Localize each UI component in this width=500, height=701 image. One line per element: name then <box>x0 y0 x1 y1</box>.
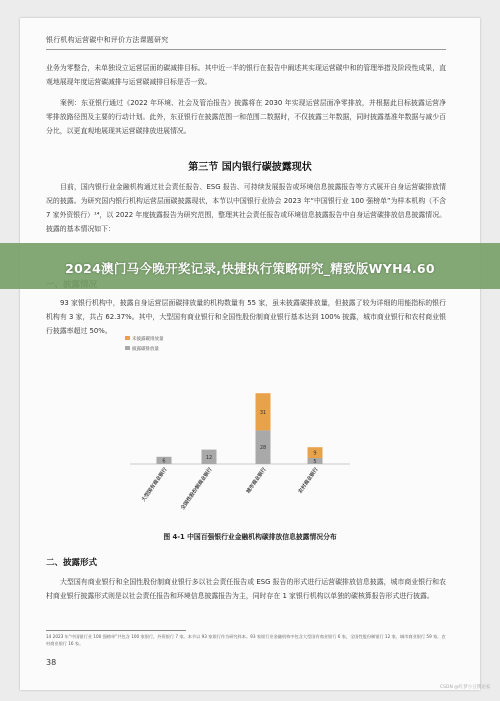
page-number: 38 <box>46 658 57 667</box>
category-label-3: 农村商业银行 <box>297 466 320 495</box>
footnote-rule <box>46 630 186 631</box>
heading-disclosure-form: 二、披露形式 <box>46 558 98 568</box>
legend-swatch-disclosed <box>125 346 130 350</box>
running-header: 银行机构运营碳中和评价方法课题研究 <box>46 36 169 44</box>
chart-bars <box>157 393 323 465</box>
paragraph-3: 目前，国内银行业金融机构通过社会责任报告、ESG 报告、可持续发展报告或环境信息披露报告等方式展开自身运营碳排放情况的披露。为研究国内银行机构运营层面碳披露现状，本节以中国银行业协会 2023 年“中国银行业 100 强榜单”为样本机构（不含 7 家外资银行）¹⁴，以 2022 年度披露报告为研究范围，整理其社会责任报告或环境信息披露报告中自身运营碳排放信息披露情况。披露的基本情况如下： <box>46 183 446 233</box>
paragraph-2: 案例：东亚银行通过《2022 年环境、社会及管治报告》披露将在 2030 年实现运营层面净零排放，并根据此目标披露运营净零排放路径图及主要的行动计划。此外，东亚银行在披露范围一和范围二数据时，不仅披露三年数据，同时披露基准年数据与减少百分比，以更直观地展现其运营碳排放进展情况。 <box>46 99 446 135</box>
watermark: CSDN @红梦小豆撰论家 <box>440 685 491 690</box>
paragraph-5: 大型国有商业银行和全国性股份制商业银行多以社会责任报告或 ESG 报告的形式进行运营碳排放信息披露，城市商业银行和农村商业银行披露形式则是以社会责任报告和环境信息披露报告为主，同时存在 1 家银行机构以单独的碳核算报告形式进行披露。 <box>46 578 446 600</box>
paragraph-4: 93 家银行机构中，披露自身运营层面碳排放量的机构数量有 55 家，虽未披露碳排放量，但披露了较为详细的用能指标的银行机构有 3 家，共占 62.37%。其中，大型国有商业银行和全国性股份制商业银行基本达到 100% 披露，城市商业银行和农村商业银行披露率超过 50%。 <box>46 299 446 335</box>
legend-label-undisclosed: 未披露碳排放量 <box>132 337 164 342</box>
footnote: 14 2023 年“中国银行业 100 强榜单”共包含 100 家银行，外资银行 7 家。本节以 93 家银行作为研究样本。93 家银行业金融机构中包含大型国有商业银行 6 家，全国性股份制银行 12 家，城市商业银行 59 家，农村商业银行 16 家。 <box>46 634 446 646</box>
legend-swatch-undisclosed <box>125 336 130 340</box>
category-label-0: 大型国有商业银行 <box>140 466 169 503</box>
category-label-2: 城市商业银行 <box>245 466 268 495</box>
data-label-disclosed-1: 12 <box>205 454 213 461</box>
data-label-disclosed-3: 5 <box>313 459 317 465</box>
section-title: 第三节 国内银行碳披露现状 <box>188 162 312 173</box>
legend-label-disclosed: 披露碳排放量 <box>132 347 159 352</box>
category-label-1: 全国性股份制商业银行 <box>180 466 214 512</box>
data-label-undisclosed-2: 31 <box>259 409 267 416</box>
data-label-undisclosed-3: 9 <box>313 450 317 457</box>
stacked-bar-chart <box>100 285 400 530</box>
data-label-disclosed-0: 6 <box>162 458 166 465</box>
figure-caption: 图 4-1 中国百强银行业金融机构碳排放信息披露情况分布 <box>163 533 337 541</box>
chart-category-labels <box>140 466 320 511</box>
data-label-disclosed-2: 28 <box>259 445 267 452</box>
banner-text: 2024澳门马今晚开奖记录,快捷执行策略研究_精致版WYH4.60 <box>65 261 435 276</box>
paragraph-1: 业务为零整合，未单独设立运营层面的碳减排目标。其中近一半的银行在报告中阐述其实现运营碳中和的管理举措及阶段性成果，直观地展现年度运营碳减排与运营碳减排目标是否一致。 <box>46 64 446 86</box>
header-rule <box>46 49 446 50</box>
chart-legend <box>125 335 164 352</box>
